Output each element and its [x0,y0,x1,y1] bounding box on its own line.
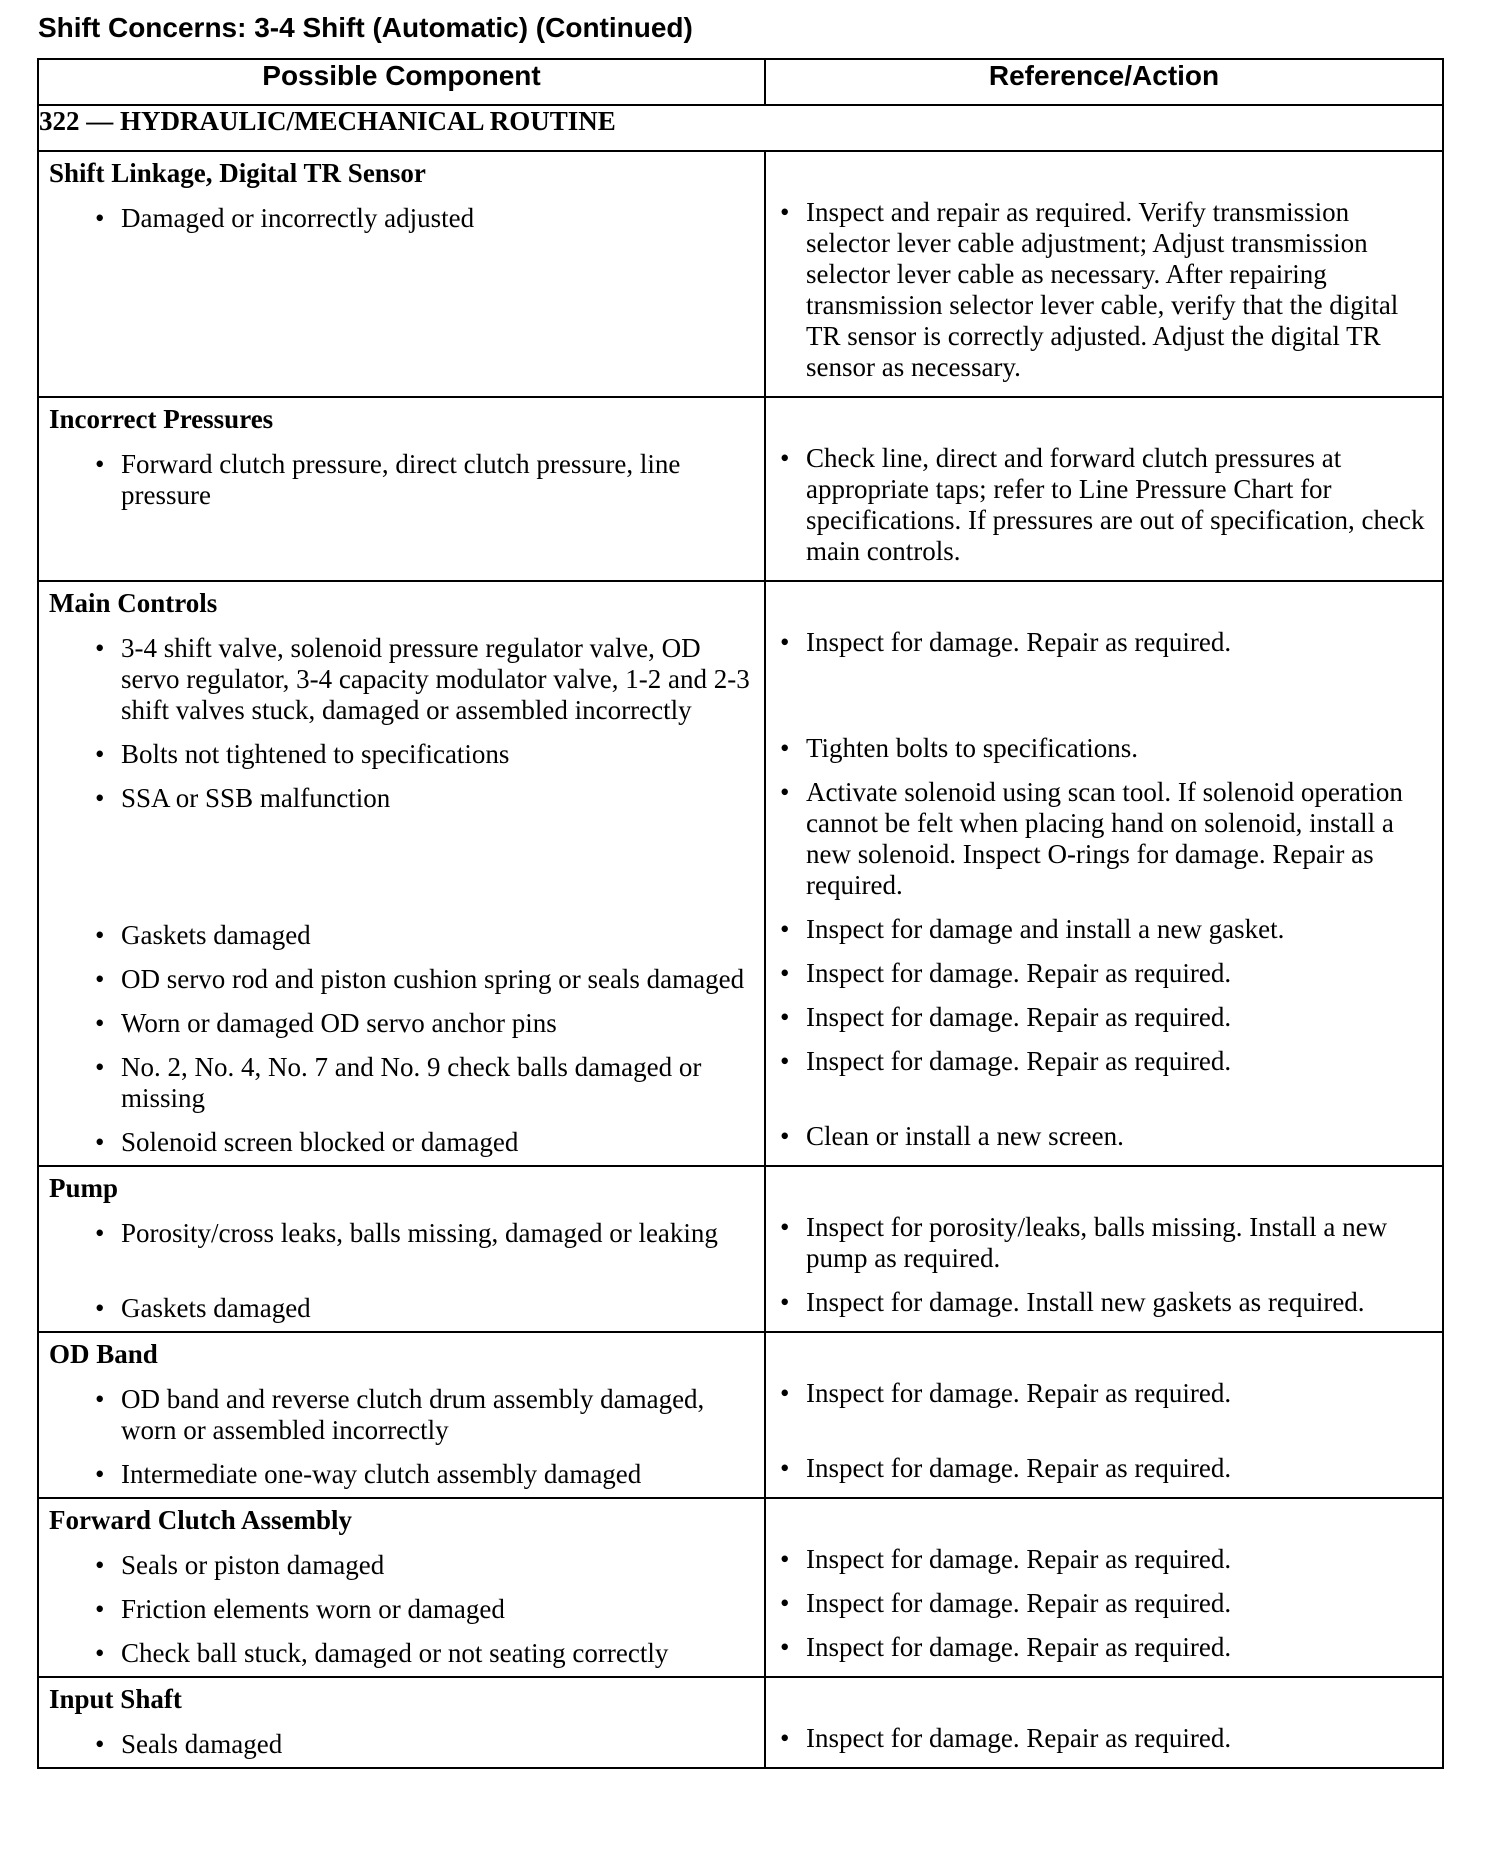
bullet-icon: • [95,783,105,813]
routine-row [38,105,1443,151]
section-row [38,1166,1443,1332]
action-item [766,1040,1442,1115]
component-text: SSA or SSB malfunction [121,783,391,813]
bullet-icon: • [780,1544,790,1574]
bullet-icon: • [780,1212,790,1242]
section-row [38,151,1443,397]
component-text: Seals or piston damaged [121,1550,385,1580]
action-item [766,727,1442,771]
bullet-icon: • [95,1008,105,1038]
action-item [766,1115,1442,1159]
component-item [39,627,764,733]
action-text: Inspect for damage. Repair as required. [806,958,1232,988]
action-text: Inspect for damage and install a new gasket. [806,914,1285,944]
bullet-icon: • [95,1638,105,1668]
section-title-spacer [766,1333,1442,1372]
header-row [38,59,1443,105]
component-item [39,443,764,580]
section-title-spacer [766,398,1442,437]
bullet-icon: • [95,1550,105,1580]
component-cell [38,1498,765,1677]
action-text: Check line, direct and forward clutch pressures at appropriate taps; refer to Line Pressure Chart for specifications. If pressures are out of specification, check main controls. [806,443,1425,566]
section-title: Incorrect Pressures [49,404,274,434]
bullet-icon: • [780,1378,790,1408]
bullet-icon: • [780,1046,790,1076]
component-item [39,1588,764,1632]
action-item [766,621,1442,727]
action-item [766,1717,1442,1761]
action-text: Inspect for porosity/leaks, balls missing. Install a new pump as required. [806,1212,1388,1273]
action-cell [765,1332,1443,1498]
action-text: Inspect and repair as required. Verify transmission selector lever cable adjustment; Adjust transmission selector lever cable as necessary. After repairing transmission selector lever cable, verify that the digital TR sensor is correctly adjusted. Adjust the digital TR sensor as necessary. [806,197,1399,382]
bullet-icon: • [780,914,790,944]
bullet-icon: • [780,1588,790,1618]
component-item [39,1453,764,1497]
section-title-spacer [766,1499,1442,1538]
component-item [39,1212,764,1287]
component-item [39,1121,764,1165]
section-title-spacer [766,582,1442,621]
action-item [766,1206,1442,1281]
action-text: Inspect for damage. Repair as required. [806,1588,1232,1618]
component-item [39,777,764,914]
shift-concerns-table [37,58,1444,1769]
action-text: Inspect for damage. Repair as required. [806,1002,1232,1032]
component-item [39,1544,764,1588]
action-item [766,1538,1442,1582]
action-text: Inspect for damage. Repair as required. [806,1632,1232,1662]
component-cell [38,581,765,1166]
section-row [38,1677,1443,1768]
component-text: Porosity/cross leaks, balls missing, damaged or leaking [121,1218,718,1248]
action-text: Inspect for damage. Repair as required. [806,1378,1232,1408]
routine-label: 322 — HYDRAULIC/MECHANICAL ROUTINE [38,105,1443,151]
component-item [39,1287,764,1331]
bullet-icon: • [780,733,790,763]
action-item [766,996,1442,1040]
component-text: Gaskets damaged [121,920,311,950]
bullet-icon: • [95,920,105,950]
section-title-spacer [766,1678,1442,1717]
section-title: Main Controls [49,588,218,618]
section-row [38,397,1443,581]
component-text: Friction elements worn or damaged [121,1594,505,1624]
section-title: Forward Clutch Assembly [49,1505,352,1535]
component-text: Forward clutch pressure, direct clutch pressure, line pressure [121,449,681,510]
component-text: Damaged or incorrectly adjusted [121,203,475,233]
component-cell [38,1677,765,1768]
column-header-component: Possible Component [38,59,765,105]
bullet-icon: • [95,203,105,233]
action-cell [765,1498,1443,1677]
component-item [39,1046,764,1121]
section-row [38,1498,1443,1677]
action-item [766,908,1442,952]
component-item [39,914,764,958]
component-item [39,958,764,1002]
action-item [766,1582,1442,1626]
bullet-icon: • [95,1052,105,1082]
component-text: Solenoid screen blocked or damaged [121,1127,519,1157]
action-text: Tighten bolts to specifications. [806,733,1138,763]
component-text: 3-4 shift valve, solenoid pressure regulator valve, OD servo regulator, 3-4 capacity modulator valve, 1-2 and 2-3 shift valves stuck, damaged or assembled incorrectly [121,633,750,725]
action-cell [765,581,1443,1166]
action-text: Inspect for damage. Repair as required. [806,1544,1232,1574]
bullet-icon: • [95,1594,105,1624]
bullet-icon: • [95,1459,105,1489]
component-cell [38,1166,765,1332]
bullet-icon: • [780,958,790,988]
action-text: Clean or install a new screen. [806,1121,1124,1151]
component-text: Seals damaged [121,1729,283,1759]
action-cell [765,151,1443,397]
action-text: Inspect for damage. Repair as required. [806,1723,1232,1753]
bullet-icon: • [95,1729,105,1759]
bullet-icon: • [780,777,790,807]
component-text: Gaskets damaged [121,1293,311,1323]
section-title: OD Band [49,1339,158,1369]
component-item [39,197,764,396]
action-item [766,1447,1442,1491]
bullet-icon: • [780,1723,790,1753]
component-item [39,1723,764,1767]
bullet-icon: • [780,1453,790,1483]
component-cell [38,397,765,581]
bullet-icon: • [780,1121,790,1151]
action-text: Inspect for damage. Repair as required. [806,1453,1232,1483]
component-item [39,1002,764,1046]
bullet-icon: • [95,739,105,769]
bullet-icon: • [95,964,105,994]
bullet-icon: • [780,1287,790,1317]
bullet-icon: • [780,627,790,657]
page-title: Shift Concerns: 3-4 Shift (Automatic) (Continued) [38,12,693,43]
action-item [766,771,1442,908]
action-cell [765,397,1443,581]
action-item [766,437,1442,574]
section-title: Pump [49,1173,119,1203]
component-text: Worn or damaged OD servo anchor pins [121,1008,557,1038]
column-header-action: Reference/Action [765,59,1443,105]
component-cell [38,1332,765,1498]
component-item [39,1632,764,1676]
component-text: Bolts not tightened to specifications [121,739,510,769]
section-title-spacer [766,1167,1442,1206]
action-text: Inspect for damage. Repair as required. [806,627,1232,657]
component-text: Intermediate one-way clutch assembly damaged [121,1459,642,1489]
bullet-icon: • [95,1384,105,1414]
component-item [39,733,764,777]
section-title: Shift Linkage, Digital TR Sensor [49,158,426,188]
component-text: OD band and reverse clutch drum assembly damaged, worn or assembled incorrectly [121,1384,705,1445]
bullet-icon: • [95,633,105,663]
bullet-icon: • [95,1293,105,1323]
component-text: OD servo rod and piston cushion spring or seals damaged [121,964,745,994]
action-cell [765,1166,1443,1332]
bullet-icon: • [95,1127,105,1157]
action-item [766,952,1442,996]
component-cell [38,151,765,397]
action-item [766,1372,1442,1447]
component-text: Check ball stuck, damaged or not seating correctly [121,1638,669,1668]
action-item [766,1281,1442,1325]
section-row [38,581,1443,1166]
bullet-icon: • [780,1002,790,1032]
section-title-spacer [766,152,1442,191]
bullet-icon: • [95,449,105,479]
bullet-icon: • [780,1632,790,1662]
bullet-icon: • [780,197,790,227]
component-item [39,1378,764,1453]
action-text: Inspect for damage. Install new gaskets as required. [806,1287,1365,1317]
bullet-icon: • [95,1218,105,1248]
action-text: Activate solenoid using scan tool. If solenoid operation cannot be felt when placing hand on solenoid, install a new solenoid. Inspect O-rings for damage. Repair as required. [806,777,1403,900]
section-row [38,1332,1443,1498]
action-cell [765,1677,1443,1768]
section-title: Input Shaft [49,1684,182,1714]
action-item [766,1626,1442,1670]
action-item [766,191,1442,390]
action-text: Inspect for damage. Repair as required. [806,1046,1232,1076]
bullet-icon: • [780,443,790,473]
component-text: No. 2, No. 4, No. 7 and No. 9 check balls damaged or missing [121,1052,702,1113]
